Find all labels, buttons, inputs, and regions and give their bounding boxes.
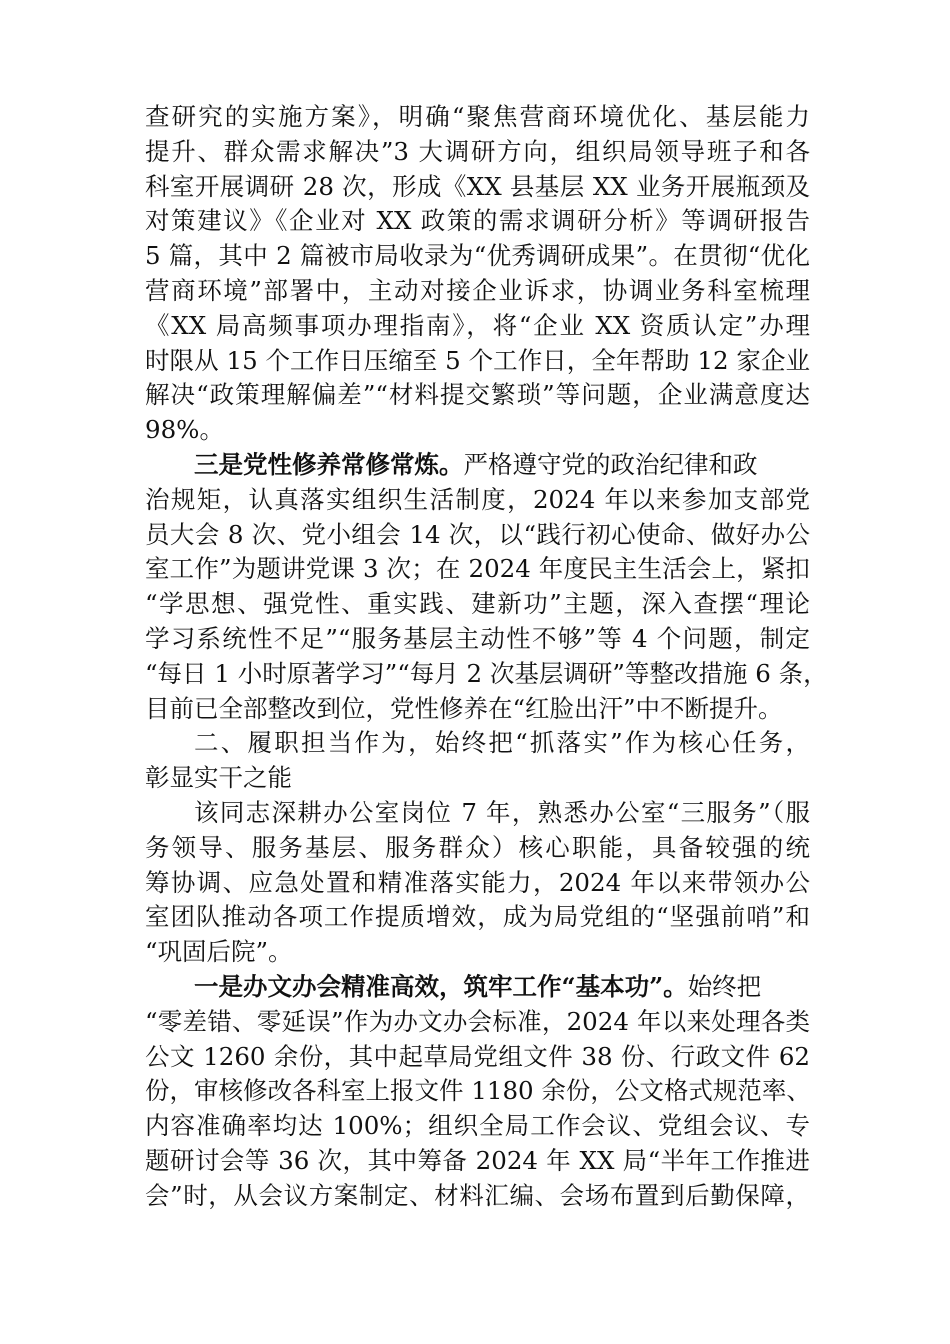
text-line: 该同志深耕办公室岗位 7 年，熟悉办公室“三服务”（服: [194, 797, 810, 827]
text-line: 营商环境”部署中，主动对接企业诉求，协调业务科室梳理: [145, 275, 810, 305]
text-line: 治规矩，认真落实组织生活制度，2024 年以来参加支部党: [145, 484, 810, 514]
text-line: 室团队推动各项工作提质增效，成为局党组的“坚强前哨”和: [145, 902, 810, 932]
text-line: 科室开展调研 28 次，形成《XX 县基层 XX 业务开展瓶颈及: [145, 171, 810, 201]
text-line: “巩固后院”。: [145, 937, 293, 967]
text-line: 题研讨会等 36 次，其中筹备 2024 年 XX 局“半年工作推进: [145, 1145, 810, 1175]
text-line: “学思想、强党性、重实践、建新功”主题，深入查摆“理论: [145, 589, 810, 619]
text-line: 份，审核修改各科室上报文件 1180 余份，公文格式规范率、: [145, 1076, 811, 1106]
text-run: 严格遵守党的政治纪律和政: [463, 449, 758, 479]
text-run: 始终把: [687, 971, 762, 1001]
section-heading-line: 彰显实干之能: [145, 763, 292, 793]
section-heading-line: 二、履职担当作为，始终把“抓落实”作为核心任务，: [194, 728, 810, 758]
bold-lead-heading: 一是办文办会精准高效，筑牢工作“基本功”。: [194, 971, 688, 1001]
text-line: “零差错、零延误”作为办文办会标准，2024 年以来处理各类: [145, 1006, 810, 1036]
text-line: 内容准确率均达 100%；组织全局工作会议、党组会议、专: [145, 1111, 810, 1141]
text-line: 员大会 8 次、党小组会 14 次，以“践行初心使命、做好办公: [145, 519, 810, 549]
bold-lead-heading: 三是党性修养常修常炼。: [194, 449, 464, 479]
text-line: 学习系统性不足”“服务基层主动性不够”等 4 个问题，制定: [145, 623, 810, 653]
text-line: 查研究的实施方案》，明确“聚焦营商环境优化、基层能力: [145, 102, 810, 131]
text-line: 目前已全部整改到位，党性修养在“红脸出汗”中不断提升。: [145, 693, 783, 723]
document-body: [145, 100, 828, 1214]
text-line: 对策建议》《企业对 XX 政策的需求调研分析》等调研报告: [145, 206, 810, 236]
text-line: 室工作”为题讲党课 3 次；在 2024 年度民主生活会上，紧扣: [145, 554, 810, 584]
text-line: 公文 1260 余份，其中起草局党组文件 38 份、行政文件 62: [145, 1041, 810, 1071]
paragraph-heading-line: [145, 970, 810, 1005]
text-line: 提升、群众需求解决”3 大调研方向，组织局领导班子和各: [145, 136, 810, 166]
text-line: 98%。: [145, 415, 224, 445]
text-line: “每日 1 小时原著学习”“每月 2 次基层调研”等整改措施 6 条，: [145, 658, 828, 688]
text-line: 务领导、服务基层、服务群众）核心职能，具备较强的统: [145, 832, 810, 862]
text-line: 5 篇，其中 2 篇被市局收录为“优秀调研成果”。在贯彻“优化: [145, 241, 810, 271]
text-line: 《XX 局高频事项办理指南》，将“企业 XX 资质认定”办理: [145, 310, 810, 340]
text-line: 会”时，从会议方案制定、材料汇编、会场布置到后勤保障，: [145, 1180, 810, 1210]
text-line: 时限从 15 个工作日压缩至 5 个工作日，全年帮助 12 家企业: [145, 345, 810, 375]
text-line: 解决“政策理解偏差”“材料提交繁琐”等问题，企业满意度达: [145, 380, 810, 410]
text-line: 筹协调、应急处置和精准落实能力，2024 年以来带领办公: [145, 867, 810, 897]
paragraph-heading-line: [145, 448, 810, 483]
